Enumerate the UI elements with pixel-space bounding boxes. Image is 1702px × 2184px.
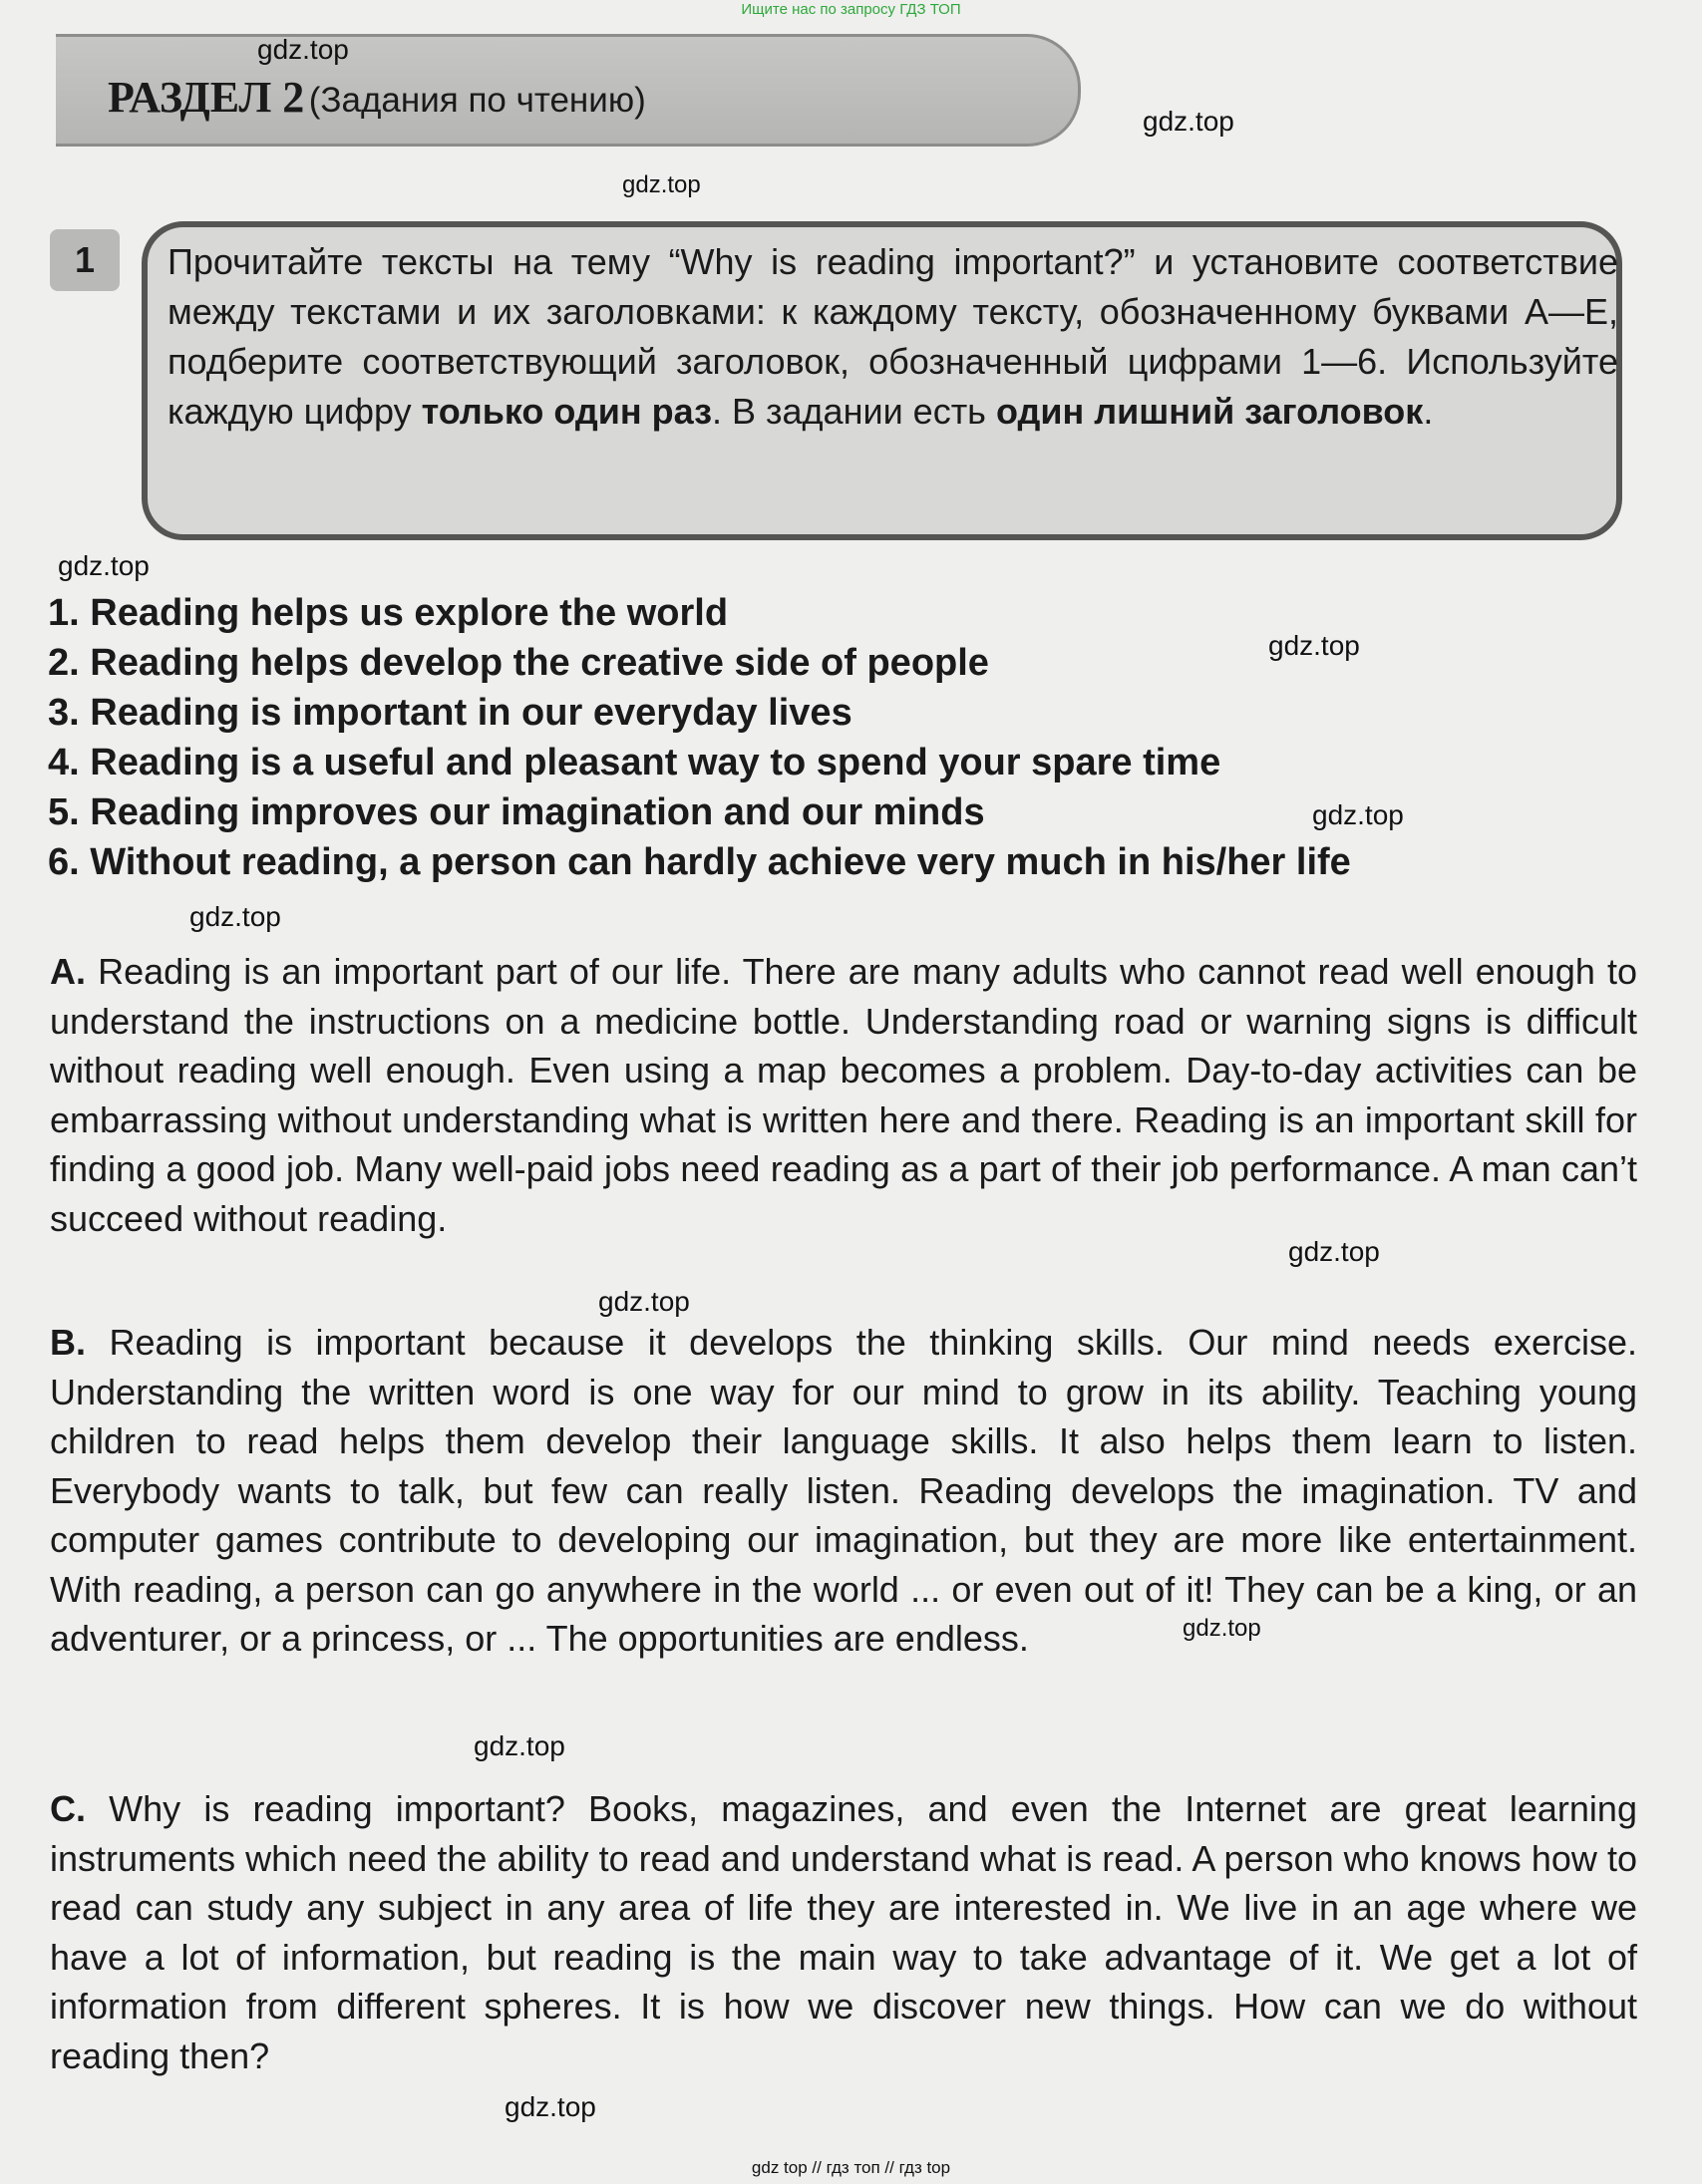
- text-a: [50, 947, 1637, 1243]
- instruction-part: .: [1423, 391, 1434, 432]
- headings-list: [48, 588, 1643, 887]
- watermark: gdz.top: [257, 34, 349, 65]
- watermark: gdz.top: [1143, 106, 1234, 137]
- text-letter: A.: [50, 951, 86, 992]
- watermark: gdz.top: [598, 1286, 690, 1317]
- instruction-text: [168, 237, 1618, 437]
- bottom-footer[interactable]: gdz top // гдз топ // гдз top: [751, 2158, 951, 2177]
- watermark: gdz.top: [1312, 799, 1404, 830]
- text-body: Reading is important because it develops the thinking skills. Our mind needs exercise. Understanding the written word is one way for our mind to grow in its ability. Teaching young children to read helps them develop their language skills. It also helps them learn to listen. Everybody wants to talk, but few can really listen. Reading develops the imagination. TV and computer games contribute to developing our imagination, but they are more like entertainment. With reading, a person can go anywhere in the world ... or even out of it! They can be a king, or an adventurer, or a princess, or ... The opportunities are endless.: [50, 1322, 1637, 1659]
- text-letter: B.: [50, 1322, 86, 1363]
- watermark: gdz.top: [622, 171, 701, 198]
- watermark: gdz.top: [1268, 630, 1360, 661]
- text-letter: C.: [50, 1788, 86, 1829]
- heading-item: 1. Reading helps us explore the world: [48, 592, 729, 634]
- watermark: gdz.top: [189, 901, 281, 932]
- heading-item: 2. Reading helps develop the creative side of people: [48, 642, 989, 684]
- instruction-part: Прочитайте тексты на тему “Why is reading important?” и установите соответствие между текстами и их заголовками: к каждому тексту, обозначенному буквами А—Е, подберите соответствующий заголовок, обозначенный цифрами 1—6. Используйте каждую цифру: [168, 241, 1618, 432]
- task-number-badge: 1: [50, 229, 120, 291]
- watermark: gdz.top: [1288, 1236, 1380, 1267]
- heading-item: 4. Reading is a useful and pleasant way to spend your spare time: [48, 742, 1221, 783]
- text-body: Reading is an important part of our life. There are many adults who cannot read well enough to understand the instructions on a medicine bottle. Understanding road or warning signs is difficult without reading well enough. Even using a map becomes a problem. Day-to-day activities can be embarrassing without understanding what is written here and there. Reading is an important skill for finding a good job. Many well-paid jobs need reading as a part of their job performance. A man can’t succeed without reading.: [50, 951, 1637, 1239]
- watermark: gdz.top: [1183, 1615, 1261, 1642]
- section-title-subtitle: (Задания по чтению): [308, 81, 646, 120]
- instruction-emphasis: только один раз: [421, 391, 712, 432]
- text-b: [50, 1318, 1637, 1664]
- text-c: [50, 1784, 1637, 2080]
- section-title-main: РАЗДЕЛ 2: [108, 73, 305, 122]
- text-body: Why is reading important? Books, magazines, and even the Internet are great learning instruments which need the ability to read and understand what is read. A person who knows how to read can study any subject in any area of life they are interested in. We live in an age where we have a lot of information, but reading is the main way to take advantage of it. We get a lot of information from different spheres. It is how we discover new things. How can we do without reading then?: [50, 1788, 1637, 2076]
- heading-item: 5. Reading improves our imagination and our minds: [48, 791, 985, 833]
- watermark: gdz.top: [58, 550, 150, 581]
- watermark: gdz.top: [474, 1730, 565, 1761]
- watermark: gdz.top: [505, 2091, 596, 2122]
- section-title: [108, 72, 646, 123]
- heading-item: 3. Reading is important in our everyday lives: [48, 692, 852, 734]
- instruction-part: . В задании есть: [712, 391, 996, 432]
- top-banner[interactable]: Ищите нас по запросу ГДЗ ТОП: [741, 1, 961, 18]
- heading-item: 6. Without reading, a person can hardly achieve very much in his/her life: [48, 841, 1351, 883]
- instruction-emphasis: один лишний заголовок: [995, 391, 1424, 432]
